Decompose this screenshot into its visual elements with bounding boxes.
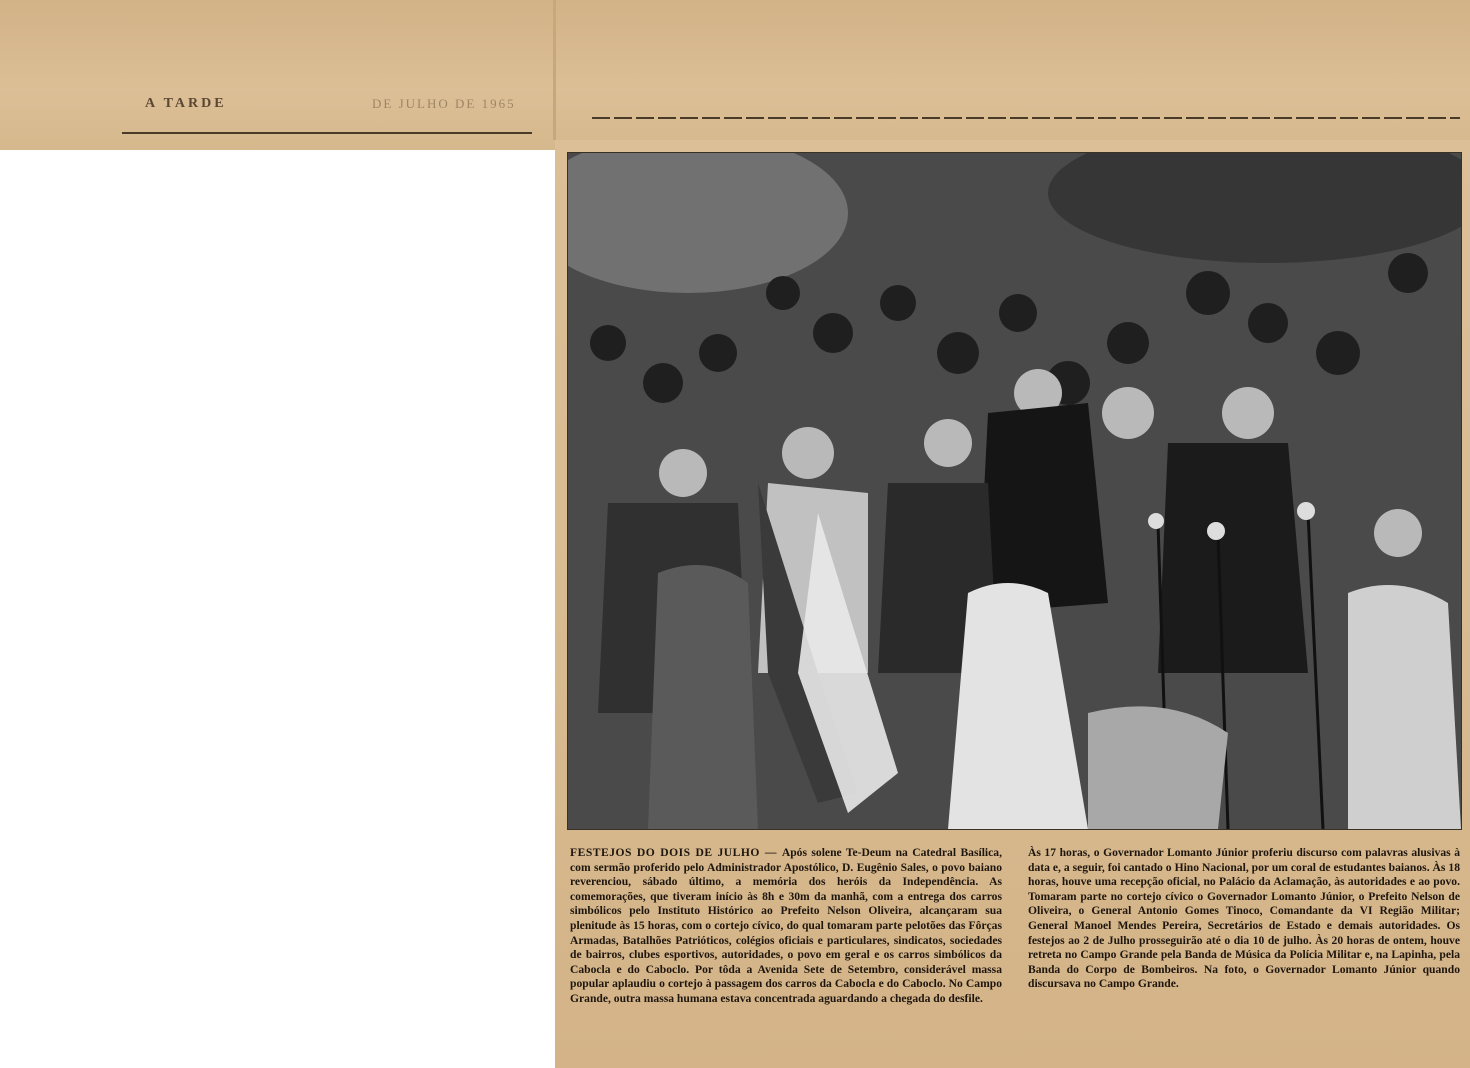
- paper-crease: [553, 0, 556, 140]
- masthead-date: DE JULHO DE 1965: [372, 96, 516, 111]
- caption-column-left: [570, 846, 1002, 1007]
- header-rule-left: [122, 132, 532, 134]
- clipping-top-strip: [0, 0, 1470, 150]
- caption-body-left: Após solene Te-Deum na Catedral Basílica, com sermão proferido pelo Administrador Apostólico, D. Eugênio Sales, o povo baiano reverenciou, sábado último, a memória dos heróis da Independência. As comemorações, que tiveram início às 8h e 30m da manhã, com a entrega dos carros simbólicos pelo Instituto Histórico ao Prefeito Nelson Oliveira, alcançaram sua plenitude às 15 horas, com o cortejo cívico, do qual tomaram parte pelotões das Fôrças Armadas, Batalhões Patrióticos, colégios oficiais e particulares, sindicatos, sociedades de bairros, clubes esportivos, autoridades, o povo em geral e os carros simbólicos da Cabocla e do Caboclo. Por tôda a Avenida Sete de Setembro, considerável massa popular aplaudiu o cortejo à passagem dos carros da Cabocla e do Caboclo. No Campo Grande, outra massa humana estava concentrada aguardando a chegada do desfile.: [570, 846, 1002, 1005]
- caption-body-right: Às 17 horas, o Governador Lomanto Júnior proferiu discurso com palavras alusivas à data e, a seguir, foi cantado o Hino Nacional, por um coral de estudantes baianos. Às 18 horas, houve uma recepção oficial, no Palácio da Aclamação, às autoridades e ao povo. Tomaram parte no cortejo cívico o Governador Lomanto Júnior, o Prefeito Nelson de Oliveira, o General Antonio Gomes Tinoco, Comandante da VI Região Militar; General Manoel Mendes Pereira, Secretários de Estado e demais autoridades. Os festejos ao 2 de Julho prosseguirão até o dia 10 de julho. Às 20 horas de ontem, houve retreta no Campo Grande pela Banda de Música da Polícia Militar e, na Lapinha, pela Banda do Corpo de Bombeiros. Na foto, o Governador Lomanto Júnior quando discursava no Campo Grande.: [1028, 846, 1460, 991]
- caption-headline: FESTEJOS DO DOIS DE JULHO —: [570, 846, 782, 859]
- caption-column-right: [1028, 846, 1460, 992]
- masthead-title: A TARDE: [145, 96, 227, 111]
- news-photo: [567, 152, 1462, 830]
- header-rule-right: [592, 117, 1460, 119]
